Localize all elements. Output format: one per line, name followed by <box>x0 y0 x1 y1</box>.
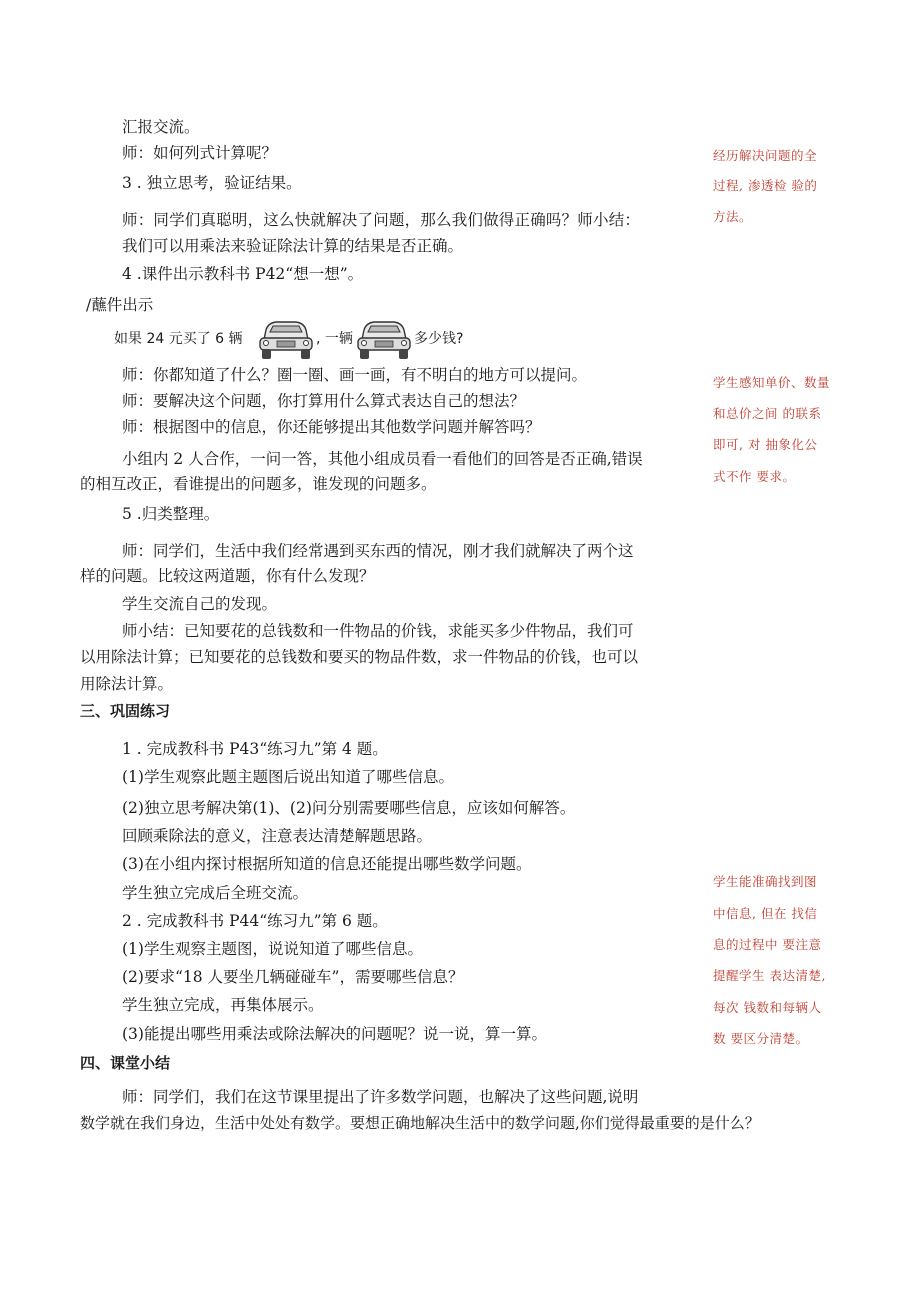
text-line: (3)在小组内探讨根据所知道的信息还能提出哪些数学问题。 <box>122 855 532 873</box>
courseware-label: /蘸件出示 <box>86 296 154 314</box>
text-line: 师：同学们真聪明，这么快就解决了问题，那么我们做得正确吗？师小结： <box>122 211 641 229</box>
margin-note-line: 息的过程中 要注意 <box>713 937 822 952</box>
text-line: 回顾乘除法的意义，注意表达清楚解题思路。 <box>122 827 433 845</box>
text-line: (3)能提出哪些用乘法或除法解决的问题呢？说一说，算一算。 <box>122 1025 547 1043</box>
margin-note-line: 经历解决问题的全 <box>713 148 818 163</box>
margin-note-line: 方法。 <box>713 209 753 224</box>
margin-note-line: 即可, 对 抽象化公 <box>713 437 818 452</box>
text-line: 2 . 完成教科书 P44“练习九”第 6 题。 <box>122 912 388 930</box>
text-line: (1)学生观察主题图，说说知道了哪些信息。 <box>122 940 423 958</box>
car-icon <box>355 314 413 362</box>
text-line: 3 . 独立思考，验证结果。 <box>122 174 302 192</box>
margin-note-line: 提醒学生 表达清楚, <box>713 968 826 983</box>
text-line: 师：根据图中的信息，你还能够提出其他数学问题并解答吗？ <box>122 418 541 436</box>
text-line: 师：你都知道了什么？圈一圈、画一画，有不明白的地方可以提问。 <box>122 366 588 384</box>
margin-note-line: 式不作 要求。 <box>713 469 796 484</box>
text-line: 师：同学们，生活中我们经常遇到买东西的情况，刚才我们就解决了两个这 <box>122 542 634 560</box>
text-line: 用除法计算。 <box>80 675 174 693</box>
text-line: 数学就在我们身边，生活中处处有数学。要想正确地解决生活中的数学问题,你们觉得最重要的是什么？ <box>80 1114 760 1132</box>
margin-note-line: 学生能准确找到图 <box>713 874 818 889</box>
text-line: 1 . 完成教科书 P43“练习九”第 4 题。 <box>122 740 388 758</box>
text-line: 师小结：已知要花的总钱数和一件物品的价钱，求能买多少件物品，我们可 <box>122 622 634 640</box>
car-question-c: 多少钱? <box>414 331 464 347</box>
margin-note-line: 和总价之间 的联系 <box>713 406 822 421</box>
text-line: (2)要求“18 人要坐几辆碰碰车”，需要哪些信息？ <box>122 968 464 986</box>
text-line: 4 .课件出示教科书 P42“想一想”。 <box>122 265 364 283</box>
margin-note-line: 过程, 渗透检 验的 <box>713 178 818 193</box>
text-line: 样的问题。比较这两道题，你有什么发现？ <box>80 567 375 585</box>
car-question-a: 如果 24 元买了 6 辆 <box>114 331 243 347</box>
car-question-b: , 一辆 <box>316 331 353 347</box>
car-icon <box>257 314 315 362</box>
text-line: 学生独立完成后全班交流。 <box>122 884 309 902</box>
margin-note-line: 每次 钱数和每辆人 <box>713 1000 822 1015</box>
margin-note-line: 数 要区分清楚。 <box>713 1031 809 1046</box>
margin-note-line: 学生感知单价、数量 <box>713 375 831 390</box>
margin-note-line: 中信息, 但在 找信 <box>713 906 818 921</box>
text-line: 师：要解决这个问题，你打算用什么算式表达自己的想法？ <box>122 392 526 410</box>
text-line: (1)学生观察此题主题图后说出知道了哪些信息。 <box>122 768 454 786</box>
section-heading: 三、巩固练习 <box>80 702 171 720</box>
text-line: 学生独立完成，再集体展示。 <box>122 996 324 1014</box>
text-line: 汇报交流。 <box>122 118 200 136</box>
text-line: 师：如何列式计算呢？ <box>122 144 278 162</box>
text-line: 以用除法计算；已知要花的总钱数和要买的物品件数，求一件物品的价钱，也可以 <box>80 648 639 666</box>
section-heading: 四、课堂小结 <box>80 1054 171 1072</box>
text-line: 学生交流自己的发现。 <box>122 595 278 613</box>
text-line: 5 .归类整理。 <box>122 505 220 523</box>
text-line: 小组内 2 人合作，一问一答，其他小组成员看一看他们的回答是否正确,错误 <box>122 450 643 468</box>
text-line: 我们可以用乘法来验证除法计算的结果是否正确。 <box>122 237 464 255</box>
text-line: (2)独立思考解决第(1)、(2)问分别需要哪些信息，应该如何解答。 <box>122 799 576 817</box>
text-line: 的相互改正，看谁提出的问题多，谁发现的问题多。 <box>80 475 437 493</box>
text-line: 师：同学们，我们在这节课里提出了许多数学问题，也解决了这些问题,说明 <box>122 1088 639 1106</box>
